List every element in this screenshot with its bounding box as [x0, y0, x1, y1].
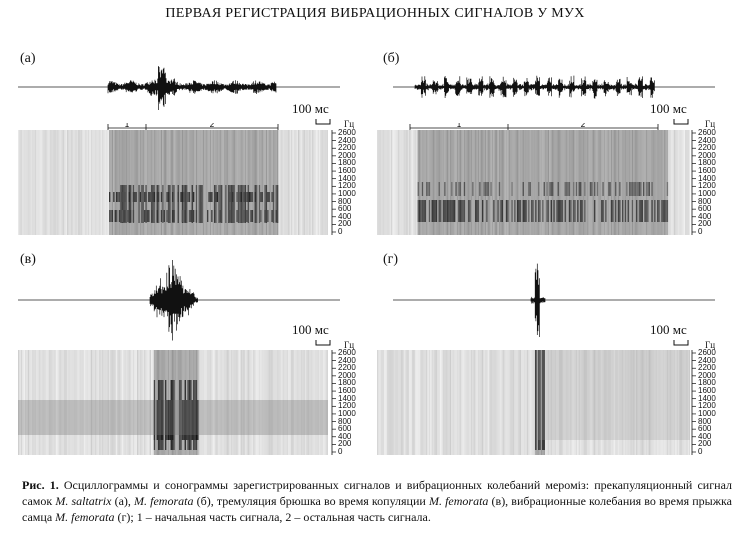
- y-tick-label: 0: [698, 227, 703, 236]
- y-tick-label: 1000: [338, 188, 356, 198]
- y-tick-label: 1400: [338, 393, 356, 403]
- y-tick-label: 1600: [698, 166, 716, 176]
- caption-text: Осциллограммы и сонограммы зарегистрированных сигналов и вибрационных колебаний мероміз: прекапуляционный сигнал самок: [22, 478, 732, 508]
- y-tick-label: 2200: [698, 363, 716, 373]
- panel-label: (а): [20, 51, 36, 66]
- segment-label: 2: [580, 123, 586, 129]
- y-tick-label: 800: [698, 416, 712, 426]
- caption-fig-label: Рис. 1.: [22, 478, 59, 492]
- y-tick-label: 1400: [698, 173, 716, 183]
- segment-label: 2: [209, 123, 215, 129]
- y-tick-label: 600: [698, 204, 712, 214]
- sonogram: [18, 130, 328, 235]
- segment-label: 1: [124, 123, 130, 129]
- y-tick-label: 1400: [698, 393, 716, 403]
- scale-bar: [314, 338, 334, 348]
- y-tick-label: 800: [338, 416, 352, 426]
- y-tick-label: 200: [338, 439, 352, 449]
- y-tick-label: 0: [338, 447, 343, 456]
- y-tick-label: 800: [698, 196, 712, 206]
- sonogram: [377, 350, 690, 455]
- y-tick-label: 400: [698, 431, 712, 441]
- y-tick-label: 1600: [338, 166, 356, 176]
- y-tick-label: 800: [338, 196, 352, 206]
- y-tick-label: 600: [698, 424, 712, 434]
- y-tick-label: 2200: [338, 143, 356, 153]
- y-tick-label: 2200: [698, 143, 716, 153]
- y-tick-label: 2400: [338, 135, 356, 145]
- y-tick-label: 2400: [698, 355, 716, 365]
- y-tick-label: 0: [698, 447, 703, 456]
- segment-label: 1: [456, 123, 462, 129]
- y-tick-label: 2600: [698, 128, 716, 137]
- y-tick-label: 2000: [698, 150, 716, 160]
- y-tick-label: 400: [338, 211, 352, 221]
- scale-bar-label: 100 мс: [292, 101, 329, 116]
- y-axis-line: [331, 350, 339, 455]
- y-tick-label: 600: [338, 204, 352, 214]
- y-tick-label: 2200: [338, 363, 356, 373]
- panel-label: (б): [383, 51, 400, 66]
- y-tick-label: 1000: [338, 408, 356, 418]
- y-axis: [331, 350, 361, 455]
- y-tick-label: 1600: [338, 386, 356, 396]
- y-tick-label: 600: [338, 424, 352, 434]
- sonogram: [18, 350, 328, 455]
- y-tick-label: 400: [698, 211, 712, 221]
- y-tick-label: 0: [338, 227, 343, 236]
- y-tick-label: 2600: [338, 348, 356, 357]
- caption-text: (в), вибрационные колебания во время прыжка самца: [22, 494, 732, 524]
- y-tick-label: 200: [698, 439, 712, 449]
- hz-label: Гц: [344, 119, 355, 129]
- y-tick-label: 200: [338, 219, 352, 229]
- sonogram: [377, 130, 690, 235]
- y-tick-label: 1800: [698, 158, 716, 168]
- panel-c: [0, 250, 362, 480]
- y-tick-label: 200: [698, 219, 712, 229]
- y-axis-line: [691, 130, 699, 235]
- caption-species: M. femorata: [428, 494, 489, 508]
- y-tick-label: 2600: [698, 348, 716, 357]
- panel-a: [0, 45, 362, 275]
- y-tick-label: 2000: [338, 370, 356, 380]
- caption-species: M. femorata: [134, 494, 194, 508]
- panel-label: (г): [383, 252, 399, 267]
- scale-bar-label: 100 мс: [650, 101, 687, 116]
- caption-species: M. saltatrix: [55, 494, 112, 508]
- y-tick-label: 2400: [338, 355, 356, 365]
- figure-title: ПЕРВАЯ РЕГИСТРАЦИЯ ВИБРАЦИОННЫХ СИГНАЛОВ У МУХ: [165, 6, 585, 21]
- y-tick-label: 1400: [338, 173, 356, 183]
- y-tick-label: 1200: [338, 401, 356, 411]
- y-tick-label: 1200: [338, 181, 356, 191]
- y-tick-label: 1800: [338, 158, 356, 168]
- caption-species: M. femorata: [55, 510, 115, 524]
- y-tick-label: 2000: [698, 370, 716, 380]
- figure-caption: [22, 477, 732, 525]
- scale-bar: [672, 338, 692, 348]
- caption-text: (а),: [111, 494, 135, 508]
- caption-text: (б), тремуляция брюшка во время копуляции: [193, 494, 429, 508]
- y-tick-label: 1200: [698, 181, 716, 191]
- y-tick-label: 2000: [338, 150, 356, 160]
- y-tick-label: 2600: [338, 128, 356, 137]
- y-axis-line: [331, 130, 339, 235]
- y-tick-label: 1800: [698, 378, 716, 388]
- y-tick-label: 1000: [698, 188, 716, 198]
- scale-bar-label: 100 мс: [650, 322, 687, 337]
- y-tick-label: 1000: [698, 408, 716, 418]
- hz-label: Гц: [344, 340, 355, 350]
- caption-text: (г); 1 – начальная часть сигнала, 2 – остальная часть сигнала.: [114, 510, 431, 524]
- scale-bar-label: 100 мс: [292, 322, 329, 337]
- y-tick-label: 1200: [698, 401, 716, 411]
- y-tick-label: 1600: [698, 386, 716, 396]
- hz-label: Гц: [705, 119, 716, 129]
- panel-b: [375, 45, 737, 275]
- y-axis-line: [691, 350, 699, 455]
- hz-label: Гц: [705, 340, 716, 350]
- y-tick-label: 2400: [698, 135, 716, 145]
- y-axis: [331, 130, 361, 235]
- y-tick-label: 1800: [338, 378, 356, 388]
- y-axis: [691, 130, 721, 235]
- y-tick-label: 400: [338, 431, 352, 441]
- panel-d: [375, 250, 737, 480]
- y-axis: [691, 350, 721, 455]
- panel-label: (в): [20, 252, 36, 267]
